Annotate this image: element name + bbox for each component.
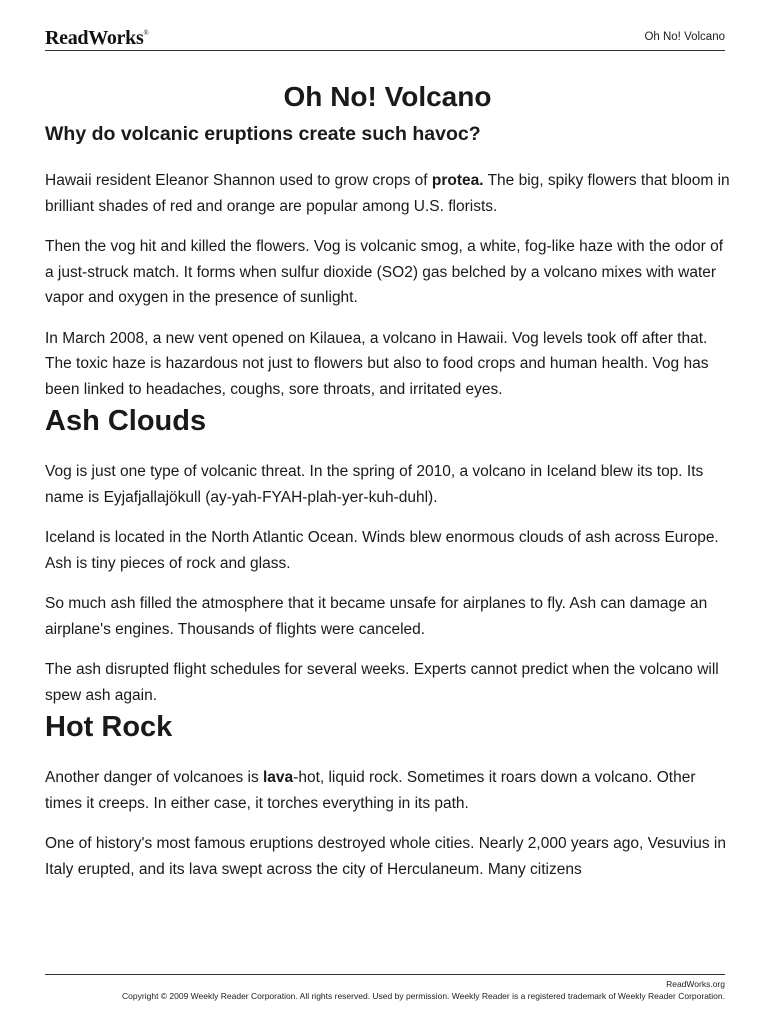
footer-copyright: Copyright © 2009 Weekly Reader Corporation. All rights reserved. Used by permission. Weekly Reader is a registered trademark of Weekly Reader Corporation.	[122, 991, 725, 1001]
paragraph: In March 2008, a new vent opened on Kilauea, a volcano in Hawaii. Vog levels took off after that. The toxic haze is hazardous not just to flowers but also to food crops and human health. Vog has been linked to headaches, coughs, sore throats, and irritated eyes.	[45, 329, 709, 398]
vocab-word: protea.	[431, 172, 484, 189]
page-footer	[45, 974, 725, 1001]
article	[45, 78, 730, 882]
header-title: Oh No! Volcano	[644, 31, 725, 43]
paragraph: Vog is just one type of volcanic threat. In the spring of 2010, a volcano in Iceland blew its top. Its name is Eyjafjallajökull (ay-yah-FYAH-plah-yer-kuh-duhl).	[45, 463, 704, 506]
paragraph: Then the vog hit and killed the flowers. Vog is volcanic smog, a white, fog-like haze with the odor of a just-struck match. It forms when sulfur dioxide (SO2) gas belched by a volcano mixes with water vapor and oxygen in the presence of sunlight.	[45, 238, 724, 306]
paragraph: Iceland is located in the North Atlantic Ocean. Winds blew enormous clouds of ash across Europe. Ash is tiny pieces of rock and glass.	[45, 529, 719, 572]
article-subtitle: Why do volcanic eruptions create such havoc?	[45, 123, 481, 145]
paragraph: Another danger of volcanoes is lava-hot, liquid rock. Sometimes it roars down a volcano. Other times it creeps. In either case, it torches everything in its path.	[45, 769, 696, 812]
page-header	[45, 24, 725, 51]
readworks-logo: ReadWorks®	[45, 27, 149, 49]
paragraph: The ash disrupted flight schedules for several weeks. Experts cannot predict when the volcano will spew ash again.	[45, 661, 719, 704]
section-heading: Ash Clouds	[45, 405, 207, 437]
article-title: Oh No! Volcano	[283, 81, 492, 112]
paragraph: So much ash filled the atmosphere that it became unsafe for airplanes to fly. Ash can damage an airplane's engines. Thousands of flights were canceled.	[45, 595, 708, 638]
paragraph: Hawaii resident Eleanor Shannon used to grow crops of protea. The big, spiky flowers that bloom in brilliant shades of red and orange are popular among U.S. florists.	[45, 172, 730, 215]
footer-site: ReadWorks.org	[666, 979, 725, 989]
vocab-word: lava	[263, 769, 294, 786]
section-heading: Hot Rock	[45, 711, 173, 743]
paragraph: One of history's most famous eruptions destroyed whole cities. Nearly 2,000 years ago, Vesuvius in Italy erupted, and its lava swept across the city of Herculaneum. Many citizens	[45, 835, 726, 878]
